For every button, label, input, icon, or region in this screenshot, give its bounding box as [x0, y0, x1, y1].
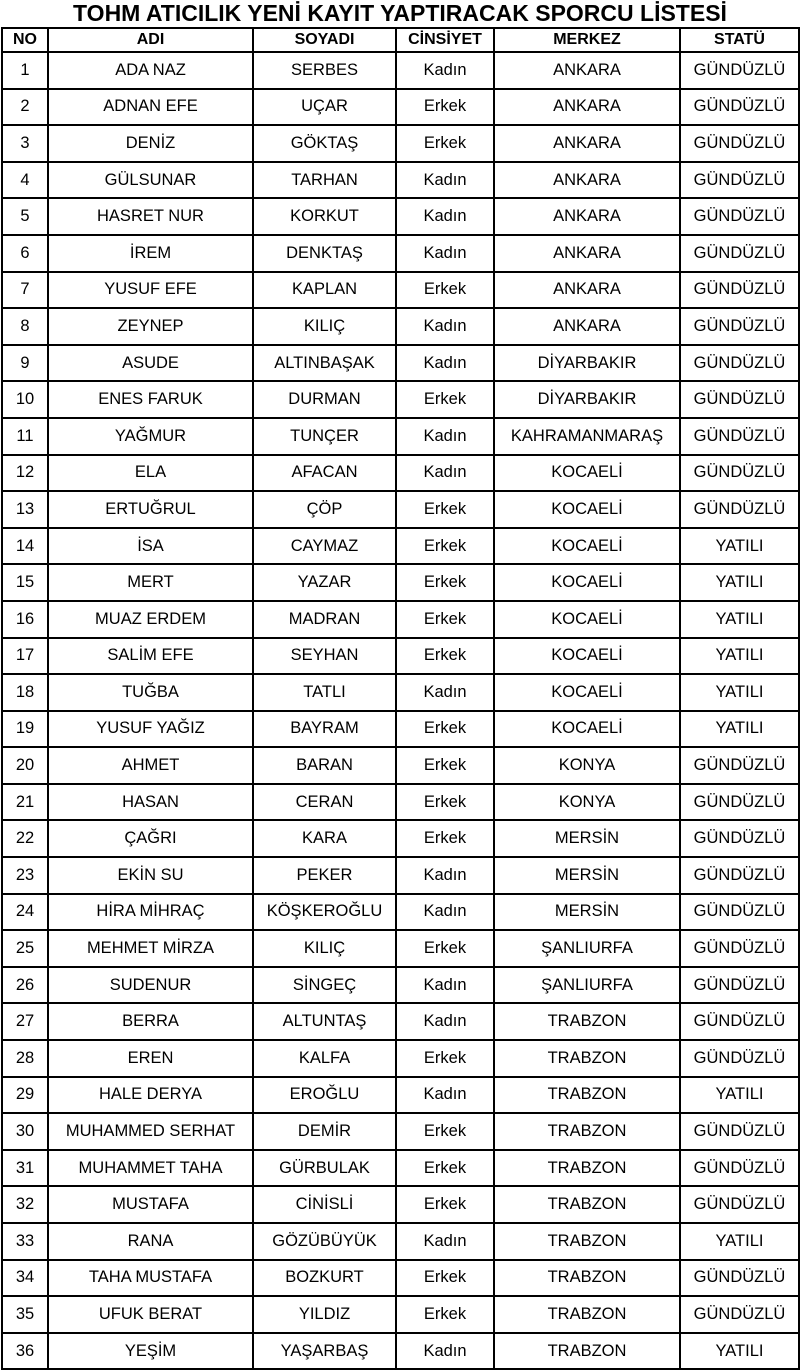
cell-no: 19 — [2, 711, 48, 748]
cell-first-name: ENES FARUK — [48, 381, 253, 418]
cell-status: GÜNDÜZLÜ — [680, 930, 799, 967]
table-row — [2, 1077, 799, 1114]
cell-gender: Erkek — [396, 381, 494, 418]
cell-status: GÜNDÜZLÜ — [680, 272, 799, 309]
cell-first-name: RANA — [48, 1223, 253, 1260]
cell-last-name: KILIÇ — [253, 308, 396, 345]
table-row — [2, 491, 799, 528]
table-row — [2, 711, 799, 748]
cell-status: GÜNDÜZLÜ — [680, 455, 799, 492]
cell-last-name: BAYRAM — [253, 711, 396, 748]
cell-gender: Kadın — [396, 857, 494, 894]
cell-gender: Erkek — [396, 930, 494, 967]
cell-gender: Kadın — [396, 162, 494, 199]
cell-center: DİYARBAKIR — [494, 381, 680, 418]
table-row — [2, 89, 799, 126]
table-header-row — [2, 28, 799, 52]
table-row — [2, 967, 799, 1004]
cell-no: 15 — [2, 564, 48, 601]
cell-status: GÜNDÜZLÜ — [680, 198, 799, 235]
cell-last-name: KORKUT — [253, 198, 396, 235]
cell-center: ANKARA — [494, 198, 680, 235]
cell-no: 9 — [2, 345, 48, 382]
cell-no: 4 — [2, 162, 48, 199]
cell-gender: Kadın — [396, 308, 494, 345]
cell-no: 20 — [2, 747, 48, 784]
cell-status: GÜNDÜZLÜ — [680, 747, 799, 784]
cell-center: ANKARA — [494, 125, 680, 162]
cell-center: ANKARA — [494, 89, 680, 126]
cell-gender: Kadın — [396, 455, 494, 492]
cell-gender: Kadın — [396, 345, 494, 382]
cell-last-name: KARA — [253, 820, 396, 857]
cell-no: 16 — [2, 601, 48, 638]
cell-gender: Erkek — [396, 820, 494, 857]
cell-first-name: ADNAN EFE — [48, 89, 253, 126]
document-title: TOHM ATICILIK YENİ KAYIT YAPTIRACAK SPORCU LİSTESİ — [73, 0, 727, 26]
cell-gender: Erkek — [396, 528, 494, 565]
cell-gender: Erkek — [396, 1040, 494, 1077]
cell-gender: Kadın — [396, 418, 494, 455]
cell-status: YATILI — [680, 711, 799, 748]
cell-gender: Kadın — [396, 1077, 494, 1114]
cell-status: YATILI — [680, 674, 799, 711]
cell-center: TRABZON — [494, 1003, 680, 1040]
cell-no: 33 — [2, 1223, 48, 1260]
cell-center: KOCAELİ — [494, 638, 680, 675]
cell-gender: Kadın — [396, 674, 494, 711]
cell-center: TRABZON — [494, 1223, 680, 1260]
cell-status: GÜNDÜZLÜ — [680, 235, 799, 272]
table-row — [2, 857, 799, 894]
cell-gender: Kadın — [396, 967, 494, 1004]
table-row — [2, 784, 799, 821]
cell-status: GÜNDÜZLÜ — [680, 1186, 799, 1223]
cell-last-name: YILDIZ — [253, 1296, 396, 1333]
cell-gender: Erkek — [396, 784, 494, 821]
cell-gender: Erkek — [396, 747, 494, 784]
cell-first-name: EREN — [48, 1040, 253, 1077]
cell-status: GÜNDÜZLÜ — [680, 418, 799, 455]
cell-no: 34 — [2, 1260, 48, 1297]
cell-center: DİYARBAKIR — [494, 345, 680, 382]
cell-status: GÜNDÜZLÜ — [680, 784, 799, 821]
cell-no: 8 — [2, 308, 48, 345]
cell-last-name: GÖKTAŞ — [253, 125, 396, 162]
cell-status: GÜNDÜZLÜ — [680, 1260, 799, 1297]
cell-status: GÜNDÜZLÜ — [680, 894, 799, 931]
cell-first-name: YUSUF YAĞIZ — [48, 711, 253, 748]
cell-gender: Erkek — [396, 1296, 494, 1333]
cell-center: ŞANLIURFA — [494, 967, 680, 1004]
cell-status: GÜNDÜZLÜ — [680, 89, 799, 126]
table-row — [2, 272, 799, 309]
cell-center: TRABZON — [494, 1150, 680, 1187]
cell-center: KOCAELİ — [494, 528, 680, 565]
cell-no: 35 — [2, 1296, 48, 1333]
cell-center: ANKARA — [494, 52, 680, 89]
cell-no: 6 — [2, 235, 48, 272]
cell-center: KOCAELİ — [494, 491, 680, 528]
cell-center: MERSİN — [494, 894, 680, 931]
cell-center: ANKARA — [494, 235, 680, 272]
cell-gender: Erkek — [396, 601, 494, 638]
cell-first-name: İSA — [48, 528, 253, 565]
cell-no: 13 — [2, 491, 48, 528]
cell-last-name: DENKTAŞ — [253, 235, 396, 272]
cell-gender: Erkek — [396, 564, 494, 601]
table-body — [2, 52, 799, 1369]
cell-first-name: UFUK BERAT — [48, 1296, 253, 1333]
cell-status: GÜNDÜZLÜ — [680, 491, 799, 528]
cell-center: KOCAELİ — [494, 674, 680, 711]
table-row — [2, 1223, 799, 1260]
cell-no: 3 — [2, 125, 48, 162]
cell-center: ŞANLIURFA — [494, 930, 680, 967]
cell-status: YATILI — [680, 638, 799, 675]
table-row — [2, 528, 799, 565]
table-row — [2, 162, 799, 199]
cell-last-name: UÇAR — [253, 89, 396, 126]
cell-status: GÜNDÜZLÜ — [680, 1003, 799, 1040]
cell-no: 22 — [2, 820, 48, 857]
cell-status: GÜNDÜZLÜ — [680, 345, 799, 382]
cell-center: MERSİN — [494, 820, 680, 857]
cell-first-name: MERT — [48, 564, 253, 601]
cell-center: ANKARA — [494, 162, 680, 199]
cell-status: GÜNDÜZLÜ — [680, 967, 799, 1004]
cell-first-name: SUDENUR — [48, 967, 253, 1004]
table-row — [2, 747, 799, 784]
cell-center: KAHRAMANMARAŞ — [494, 418, 680, 455]
table-row — [2, 930, 799, 967]
cell-status: GÜNDÜZLÜ — [680, 1040, 799, 1077]
cell-no: 36 — [2, 1333, 48, 1370]
cell-status: GÜNDÜZLÜ — [680, 381, 799, 418]
table-row — [2, 308, 799, 345]
table-row — [2, 674, 799, 711]
column-header-no: NO — [2, 28, 48, 52]
cell-center: TRABZON — [494, 1186, 680, 1223]
cell-no: 12 — [2, 455, 48, 492]
table-row — [2, 820, 799, 857]
cell-center: MERSİN — [494, 857, 680, 894]
athlete-table — [1, 27, 800, 1370]
cell-first-name: YEŞİM — [48, 1333, 253, 1370]
table-row — [2, 125, 799, 162]
cell-no: 17 — [2, 638, 48, 675]
cell-last-name: ÇÖP — [253, 491, 396, 528]
cell-gender: Erkek — [396, 1260, 494, 1297]
cell-gender: Erkek — [396, 491, 494, 528]
table-row — [2, 1296, 799, 1333]
cell-center: ANKARA — [494, 272, 680, 309]
cell-last-name: CAYMAZ — [253, 528, 396, 565]
table-row — [2, 455, 799, 492]
cell-no: 27 — [2, 1003, 48, 1040]
cell-status: GÜNDÜZLÜ — [680, 1150, 799, 1187]
cell-no: 25 — [2, 930, 48, 967]
cell-first-name: ZEYNEP — [48, 308, 253, 345]
cell-no: 31 — [2, 1150, 48, 1187]
cell-no: 11 — [2, 418, 48, 455]
table-row — [2, 52, 799, 89]
cell-gender: Erkek — [396, 89, 494, 126]
cell-first-name: ERTUĞRUL — [48, 491, 253, 528]
cell-center: KOCAELİ — [494, 711, 680, 748]
cell-last-name: BOZKURT — [253, 1260, 396, 1297]
cell-last-name: DEMİR — [253, 1113, 396, 1150]
cell-center: TRABZON — [494, 1040, 680, 1077]
cell-gender: Erkek — [396, 1186, 494, 1223]
cell-last-name: GÜRBULAK — [253, 1150, 396, 1187]
cell-status: GÜNDÜZLÜ — [680, 52, 799, 89]
cell-center: TRABZON — [494, 1333, 680, 1370]
cell-first-name: BERRA — [48, 1003, 253, 1040]
cell-last-name: KALFA — [253, 1040, 396, 1077]
cell-no: 5 — [2, 198, 48, 235]
cell-last-name: KILIÇ — [253, 930, 396, 967]
cell-no: 26 — [2, 967, 48, 1004]
cell-no: 14 — [2, 528, 48, 565]
cell-no: 30 — [2, 1113, 48, 1150]
table-row — [2, 1333, 799, 1370]
cell-gender: Kadın — [396, 235, 494, 272]
cell-last-name: BARAN — [253, 747, 396, 784]
cell-first-name: ADA NAZ — [48, 52, 253, 89]
cell-no: 2 — [2, 89, 48, 126]
cell-gender: Erkek — [396, 638, 494, 675]
cell-last-name: CERAN — [253, 784, 396, 821]
cell-first-name: DENİZ — [48, 125, 253, 162]
cell-status: GÜNDÜZLÜ — [680, 1296, 799, 1333]
cell-status: YATILI — [680, 1223, 799, 1260]
cell-gender: Erkek — [396, 711, 494, 748]
cell-no: 28 — [2, 1040, 48, 1077]
cell-first-name: YUSUF EFE — [48, 272, 253, 309]
cell-status: YATILI — [680, 1077, 799, 1114]
table-row — [2, 1003, 799, 1040]
table-row — [2, 381, 799, 418]
cell-status: YATILI — [680, 528, 799, 565]
cell-no: 23 — [2, 857, 48, 894]
cell-center: TRABZON — [494, 1296, 680, 1333]
cell-status: GÜNDÜZLÜ — [680, 1113, 799, 1150]
table-row — [2, 1186, 799, 1223]
cell-gender: Erkek — [396, 1150, 494, 1187]
cell-first-name: EKİN SU — [48, 857, 253, 894]
cell-center: ANKARA — [494, 308, 680, 345]
cell-first-name: TAHA MUSTAFA — [48, 1260, 253, 1297]
cell-last-name: TUNÇER — [253, 418, 396, 455]
cell-center: KONYA — [494, 747, 680, 784]
cell-gender: Kadın — [396, 198, 494, 235]
column-header-status: STATÜ — [680, 28, 799, 52]
cell-no: 10 — [2, 381, 48, 418]
cell-last-name: CİNİSLİ — [253, 1186, 396, 1223]
cell-first-name: MUSTAFA — [48, 1186, 253, 1223]
cell-first-name: ÇAĞRI — [48, 820, 253, 857]
cell-first-name: HASRET NUR — [48, 198, 253, 235]
cell-center: KONYA — [494, 784, 680, 821]
cell-gender: Kadın — [396, 1333, 494, 1370]
cell-last-name: YAŞARBAŞ — [253, 1333, 396, 1370]
cell-last-name: DURMAN — [253, 381, 396, 418]
table-row — [2, 418, 799, 455]
cell-status: YATILI — [680, 564, 799, 601]
cell-last-name: ALTUNTAŞ — [253, 1003, 396, 1040]
table-row — [2, 1040, 799, 1077]
cell-status: GÜNDÜZLÜ — [680, 308, 799, 345]
column-header-first-name: ADI — [48, 28, 253, 52]
cell-no: 18 — [2, 674, 48, 711]
cell-last-name: KÖŞKEROĞLU — [253, 894, 396, 931]
cell-last-name: SEYHAN — [253, 638, 396, 675]
cell-no: 24 — [2, 894, 48, 931]
cell-last-name: SİNGEÇ — [253, 967, 396, 1004]
cell-center: KOCAELİ — [494, 455, 680, 492]
table-row — [2, 198, 799, 235]
column-header-last-name: SOYADI — [253, 28, 396, 52]
cell-last-name: TATLI — [253, 674, 396, 711]
cell-first-name: GÜLSUNAR — [48, 162, 253, 199]
cell-last-name: MADRAN — [253, 601, 396, 638]
cell-first-name: MUHAMMED SERHAT — [48, 1113, 253, 1150]
table-row — [2, 894, 799, 931]
cell-last-name: YAZAR — [253, 564, 396, 601]
table-row — [2, 1113, 799, 1150]
cell-last-name: GÖZÜBÜYÜK — [253, 1223, 396, 1260]
table-row — [2, 564, 799, 601]
cell-last-name: AFACAN — [253, 455, 396, 492]
cell-first-name: YAĞMUR — [48, 418, 253, 455]
cell-last-name: SERBES — [253, 52, 396, 89]
cell-last-name: EROĞLU — [253, 1077, 396, 1114]
cell-no: 7 — [2, 272, 48, 309]
cell-status: GÜNDÜZLÜ — [680, 820, 799, 857]
cell-center: TRABZON — [494, 1113, 680, 1150]
cell-status: YATILI — [680, 1333, 799, 1370]
cell-first-name: MUHAMMET TAHA — [48, 1150, 253, 1187]
cell-first-name: TUĞBA — [48, 674, 253, 711]
cell-status: GÜNDÜZLÜ — [680, 857, 799, 894]
cell-gender: Erkek — [396, 1113, 494, 1150]
cell-center: KOCAELİ — [494, 601, 680, 638]
cell-status: GÜNDÜZLÜ — [680, 125, 799, 162]
cell-first-name: ELA — [48, 455, 253, 492]
cell-first-name: ASUDE — [48, 345, 253, 382]
cell-no: 32 — [2, 1186, 48, 1223]
cell-status: YATILI — [680, 601, 799, 638]
cell-last-name: PEKER — [253, 857, 396, 894]
table-row — [2, 345, 799, 382]
cell-first-name: MUAZ ERDEM — [48, 601, 253, 638]
cell-no: 1 — [2, 52, 48, 89]
cell-first-name: AHMET — [48, 747, 253, 784]
cell-gender: Kadın — [396, 1003, 494, 1040]
cell-gender: Erkek — [396, 125, 494, 162]
cell-gender: Kadın — [396, 1223, 494, 1260]
cell-gender: Kadın — [396, 52, 494, 89]
cell-gender: Kadın — [396, 894, 494, 931]
cell-last-name: KAPLAN — [253, 272, 396, 309]
column-header-gender: CİNSİYET — [396, 28, 494, 52]
cell-first-name: İREM — [48, 235, 253, 272]
cell-no: 29 — [2, 1077, 48, 1114]
table-row — [2, 235, 799, 272]
cell-center: TRABZON — [494, 1260, 680, 1297]
cell-first-name: HASAN — [48, 784, 253, 821]
table-row — [2, 1260, 799, 1297]
cell-center: KOCAELİ — [494, 564, 680, 601]
cell-status: GÜNDÜZLÜ — [680, 162, 799, 199]
column-header-center: MERKEZ — [494, 28, 680, 52]
cell-first-name: HİRA MİHRAÇ — [48, 894, 253, 931]
table-row — [2, 601, 799, 638]
table-row — [2, 638, 799, 675]
cell-first-name: SALİM EFE — [48, 638, 253, 675]
table-row — [2, 1150, 799, 1187]
cell-last-name: TARHAN — [253, 162, 396, 199]
cell-center: TRABZON — [494, 1077, 680, 1114]
cell-no: 21 — [2, 784, 48, 821]
cell-first-name: MEHMET MİRZA — [48, 930, 253, 967]
cell-gender: Erkek — [396, 272, 494, 309]
cell-first-name: HALE DERYA — [48, 1077, 253, 1114]
cell-last-name: ALTINBAŞAK — [253, 345, 396, 382]
